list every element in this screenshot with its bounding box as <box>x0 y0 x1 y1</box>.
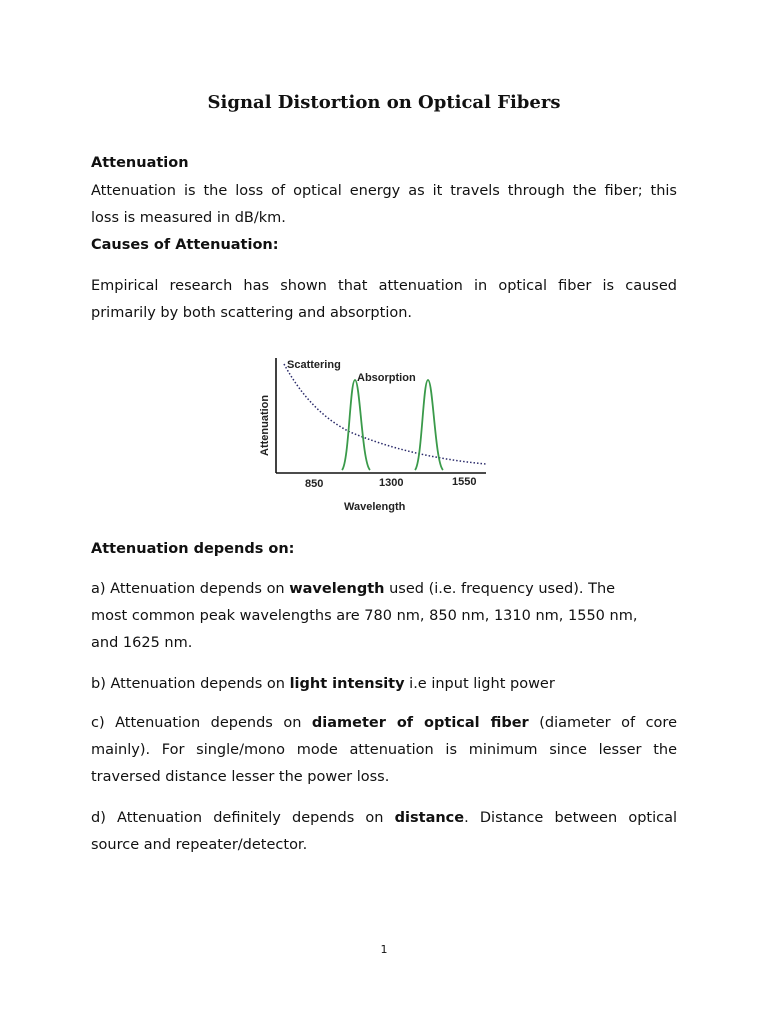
attenuation-wavelength-figure <box>250 352 495 524</box>
tick-label-1300: 1300 <box>379 477 404 489</box>
item-c-suffix: (diameter of core <box>528 715 677 731</box>
item-c-line1 <box>91 710 677 737</box>
causes-line1: Empirical research has shown that attenuation in optical fiber is caused <box>91 278 677 294</box>
absorption-peak-1 <box>342 380 370 470</box>
causes-heading: Causes of Attenuation: <box>91 237 279 253</box>
causes-paragraph <box>91 273 677 327</box>
item-d <box>91 805 677 859</box>
item-a-keyword: wavelength <box>289 581 385 597</box>
item-a <box>91 576 677 657</box>
item-c-prefix: c) Attenuation depends on <box>91 715 312 731</box>
item-d-line2: source and repeater/detector. <box>91 837 308 853</box>
item-a-line1 <box>91 576 677 603</box>
item-d-keyword: distance <box>394 810 465 826</box>
item-c-keyword: diameter of optical fiber <box>311 715 529 731</box>
item-a-prefix: a) Attenuation depends on <box>91 581 290 597</box>
x-axis-label: Wavelength <box>344 501 406 513</box>
item-a-line3: and 1625 nm. <box>91 635 193 651</box>
item-c <box>91 710 677 791</box>
page-title: Signal Distortion on Optical Fibers <box>207 92 561 113</box>
item-b <box>91 671 677 698</box>
page-number: 1 <box>380 943 388 956</box>
attenuation-definition-line2: loss is measured in dB/km. <box>91 210 286 226</box>
attenuation-graph <box>250 352 495 524</box>
absorption-label: Absorption <box>357 372 416 384</box>
item-c-line2: mainly). For single/mono mode attenuation is minimum since lesser the <box>91 742 677 758</box>
attenuation-definition <box>91 178 677 232</box>
item-b-keyword: light intensity <box>289 676 405 692</box>
causes-line2: primarily by both scattering and absorption. <box>91 305 413 321</box>
y-axis-label: Attenuation <box>259 394 271 456</box>
attenuation-definition-line1: Attenuation is the loss of optical energy as it travels through the fiber; this <box>91 183 677 199</box>
scattering-label: Scattering <box>287 359 341 371</box>
item-d-line1 <box>91 805 677 832</box>
item-a-suffix: used (i.e. frequency used). The <box>384 581 616 597</box>
attenuation-heading: Attenuation <box>91 155 189 171</box>
item-b-suffix: i.e input light power <box>404 676 555 692</box>
tick-label-850: 850 <box>305 478 324 490</box>
depends-heading: Attenuation depends on: <box>91 541 295 557</box>
item-d-suffix: . Distance between optical <box>464 810 678 826</box>
item-c-line3: traversed distance lesser the power loss. <box>91 769 390 785</box>
item-b-prefix: b) Attenuation depends on <box>91 676 290 692</box>
tick-label-1550: 1550 <box>452 476 477 488</box>
item-a-line2: most common peak wavelengths are 780 nm, 850 nm, 1310 nm, 1550 nm, <box>91 608 638 624</box>
item-d-prefix: d) Attenuation definitely depends on <box>91 810 395 826</box>
